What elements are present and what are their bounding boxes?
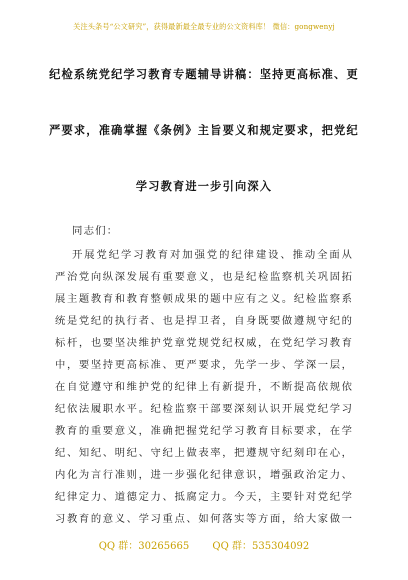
body-line: 统是党纪的执行者、也是捍卫者，自身既要做遵规守纪的 [55, 315, 353, 327]
footer-contact [0, 537, 408, 552]
body-line: 纪律定力、道德定力、抵腐定力。今天，主要针对党纪学 [55, 491, 353, 503]
body-line: 严治党向纵深发展有重要意义，也是纪检监察机关巩固拓 [55, 271, 353, 283]
body-line: 展主题教育和教育整顿成果的题中应有之义。纪检监察系 [55, 293, 353, 305]
footer-qq-group-2: QQ 群：535304092 [212, 541, 310, 552]
body-line: 习教育的意义、学习重点、如何落实等方面，给大家做一 [55, 513, 353, 525]
body-line: 中，要坚持更高标准、更严要求，先学一步、学深一层， [55, 359, 353, 371]
body-line: 教育的重要意义，准确把握党纪学习教育目标要求，在学 [55, 425, 353, 437]
title-line-2: 严要求，准确掌握《条例》主旨要义和规定要求，把党纪 [49, 124, 359, 137]
title-line-3: 学习教育进一步引向深入 [135, 180, 273, 193]
body-line: 开展党纪学习教育对加强党的纪律建设、推动全面从 [72, 249, 353, 261]
title-line-1: 纪检系统党纪学习教育专题辅导讲稿：坚持更高标准、更 [49, 68, 359, 81]
top-banner: 关注头条号“公文研究”，获得最新最全最专业的公文资料库！ 微信：gongwenyj [73, 22, 335, 31]
body-line: 在自觉遵守和维护党的纪律上有新提升，不断提高依规依 [55, 381, 353, 393]
footer-qq-group-1: QQ 群：30265665 [98, 541, 190, 552]
body-line: 内化为言行准则，进一步强化纪律意识，增强政治定力、 [55, 469, 353, 481]
body-line: 纪依法履职水平。纪检监察干部要深刻认识开展党纪学习 [55, 403, 353, 415]
body-line: 纪、知纪、明纪、守纪上做表率，把遵规守纪刻印在心， [55, 447, 353, 459]
body-line: 标杆，也要坚决维护党章党规党纪权威，在党纪学习教育 [55, 337, 353, 349]
salutation: 同志们： [72, 225, 119, 237]
